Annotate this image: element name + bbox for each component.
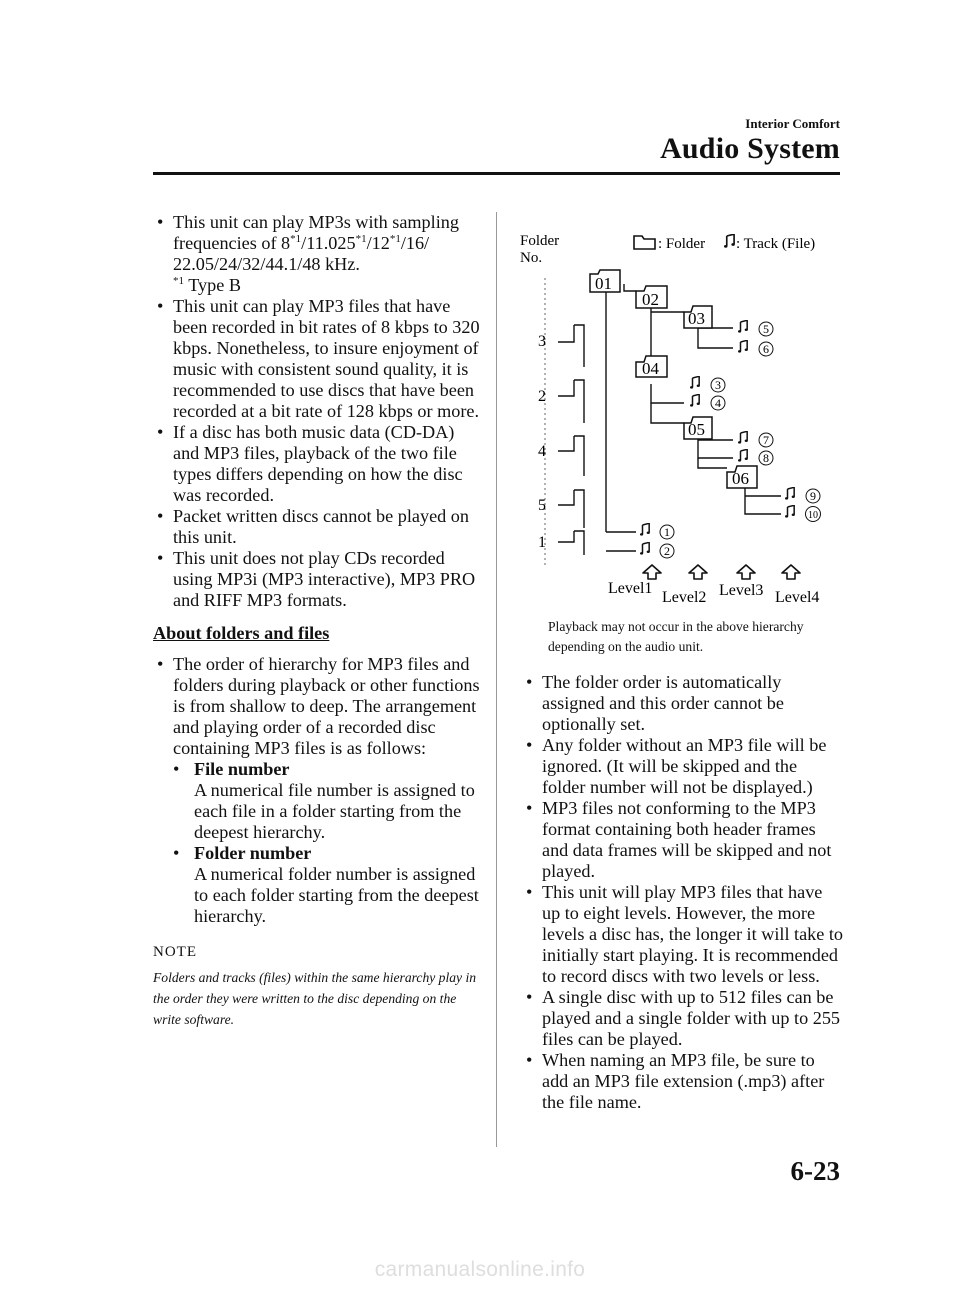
track-number: 4 bbox=[715, 396, 721, 410]
page-title: Audio System bbox=[660, 132, 840, 165]
folder-hierarchy-diagram bbox=[512, 228, 847, 608]
level-arrow-icon bbox=[643, 565, 661, 579]
folder-box-label: 06 bbox=[732, 469, 749, 488]
folder-number: 1 bbox=[538, 534, 546, 551]
track-note-icon bbox=[738, 431, 748, 443]
note-text: Folders and tracks (files) within the same hierarchy play in the order they were written to the disc depending on the write software. bbox=[153, 970, 477, 1027]
header-rule bbox=[153, 172, 840, 175]
list-item: • The order of hierarchy for MP3 files and folders during playback or other functions is from shallow to deep. The arrangement and playing order of a recorded disc containing MP3 files is as follows: bbox=[157, 654, 480, 758]
track-note-icon bbox=[738, 340, 748, 352]
track-note-icon bbox=[640, 523, 650, 535]
track-number: 9 bbox=[810, 489, 816, 503]
folder-box-label: 05 bbox=[688, 420, 705, 439]
level-label: Level1 bbox=[608, 580, 653, 597]
list-item: • This unit will play MP3 files that have up to eight levels. However, the more levels a disc has, the longer it will take to initially start playing. It is recommended to record discs with two levels or less. bbox=[526, 882, 844, 986]
level-label: Level3 bbox=[719, 582, 764, 599]
list-item: • This unit does not play CDs recorded using MP3i (MP3 interactive), MP3 PRO and RIFF MP3 formats. bbox=[157, 548, 476, 610]
sub-list-item: • File number A numerical file number is assigned to each file in a folder starting from the deepest hierarchy. bbox=[173, 759, 475, 842]
list-item: • This unit can play MP3s with sampling frequencies of 8$^{*1}$/11.025$^{*1}$/12$^{*1}$/16/ 22.05/24/32/44.1/48 kHz. $^{*1}$ Type B bbox=[157, 212, 459, 295]
left-column bbox=[153, 212, 483, 1030]
track-number: 8 bbox=[763, 451, 769, 465]
legend-folder: : Folder bbox=[658, 236, 706, 252]
track-number: 2 bbox=[664, 544, 670, 558]
level-arrow-icon bbox=[782, 565, 800, 579]
track-number: 7 bbox=[763, 433, 769, 447]
track-note-icon bbox=[785, 505, 795, 517]
folder-box-group bbox=[590, 270, 757, 488]
folder-box-label: 03 bbox=[688, 309, 705, 328]
track-number: 1 bbox=[664, 525, 670, 539]
track-note-icon bbox=[690, 376, 700, 388]
folder-box-label: 02 bbox=[642, 290, 659, 309]
folder-icon bbox=[634, 236, 655, 249]
folder-number: 4 bbox=[538, 443, 546, 460]
page-number: 6-23 bbox=[790, 1156, 840, 1186]
track-note-icon bbox=[785, 487, 795, 499]
note-heading: NOTE bbox=[153, 944, 197, 960]
folder-box-label: 01 bbox=[595, 274, 612, 293]
level-label: Level2 bbox=[662, 589, 707, 606]
list-item: • The folder order is automatically assigned and this order cannot be optionally set. bbox=[526, 672, 784, 734]
column-divider bbox=[496, 212, 497, 1147]
track-number: 10 bbox=[808, 510, 818, 521]
section-heading: About folders and files bbox=[153, 623, 330, 643]
track-note-icon bbox=[738, 320, 748, 332]
level-label: Level4 bbox=[775, 589, 820, 606]
folder-no-label: Folder No. bbox=[520, 233, 560, 266]
level-arrow-icon bbox=[737, 565, 755, 579]
folder-number: 3 bbox=[538, 333, 546, 350]
watermark: carmanualsonline.info bbox=[374, 1258, 586, 1281]
track-note-icon bbox=[640, 542, 650, 554]
diagram-caption: Playback may not occur in the above hierarchy depending on the audio unit. bbox=[548, 619, 804, 654]
list-item: • If a disc has both music data (CD-DA) and MP3 files, playback of the two file types differs depending on how the disc was recorded. bbox=[157, 422, 463, 505]
list-item: • When naming an MP3 file, be sure to add an MP3 file extension (.mp3) after the file name. bbox=[526, 1050, 825, 1112]
header-section-label: Interior Comfort bbox=[745, 116, 840, 131]
right-column bbox=[522, 672, 844, 1113]
list-item: • MP3 files not conforming to the MP3 format containing both header frames and data frames will be skipped and not played. bbox=[526, 798, 832, 881]
legend-track: : Track (File) bbox=[736, 236, 816, 252]
track-note-icon bbox=[690, 394, 700, 406]
level-arrow-icon bbox=[689, 565, 707, 579]
sub-list-item: • Folder number A numerical folder number is assigned to each folder starting from the deepest hierarchy. bbox=[173, 843, 479, 926]
folder-box-label: 04 bbox=[642, 359, 659, 378]
track-number: 5 bbox=[763, 322, 769, 336]
track-number: 6 bbox=[763, 342, 769, 356]
list-item: • A single disc with up to 512 files can be played and a single folder with up to 255 files can be played. bbox=[526, 987, 841, 1049]
track-note-icon bbox=[738, 449, 748, 461]
note-icon bbox=[724, 234, 735, 248]
folder-number: 2 bbox=[538, 388, 546, 405]
list-item: • Packet written discs cannot be played on this unit. bbox=[157, 506, 469, 547]
list-item: • This unit can play MP3 files that have been recorded in bit rates of 8 kbps to 320 kbps. Nonetheless, to insure enjoyment of music with consistent sound quality, it is recommended to use discs that have been recorded at a bit rate of 128 kbps or more. bbox=[157, 296, 480, 421]
folder-number: 5 bbox=[538, 497, 546, 514]
track-number: 3 bbox=[715, 378, 721, 392]
list-item: • Any folder without an MP3 file will be ignored. (It will be skipped and the folder number will not be displayed.) bbox=[526, 735, 827, 797]
